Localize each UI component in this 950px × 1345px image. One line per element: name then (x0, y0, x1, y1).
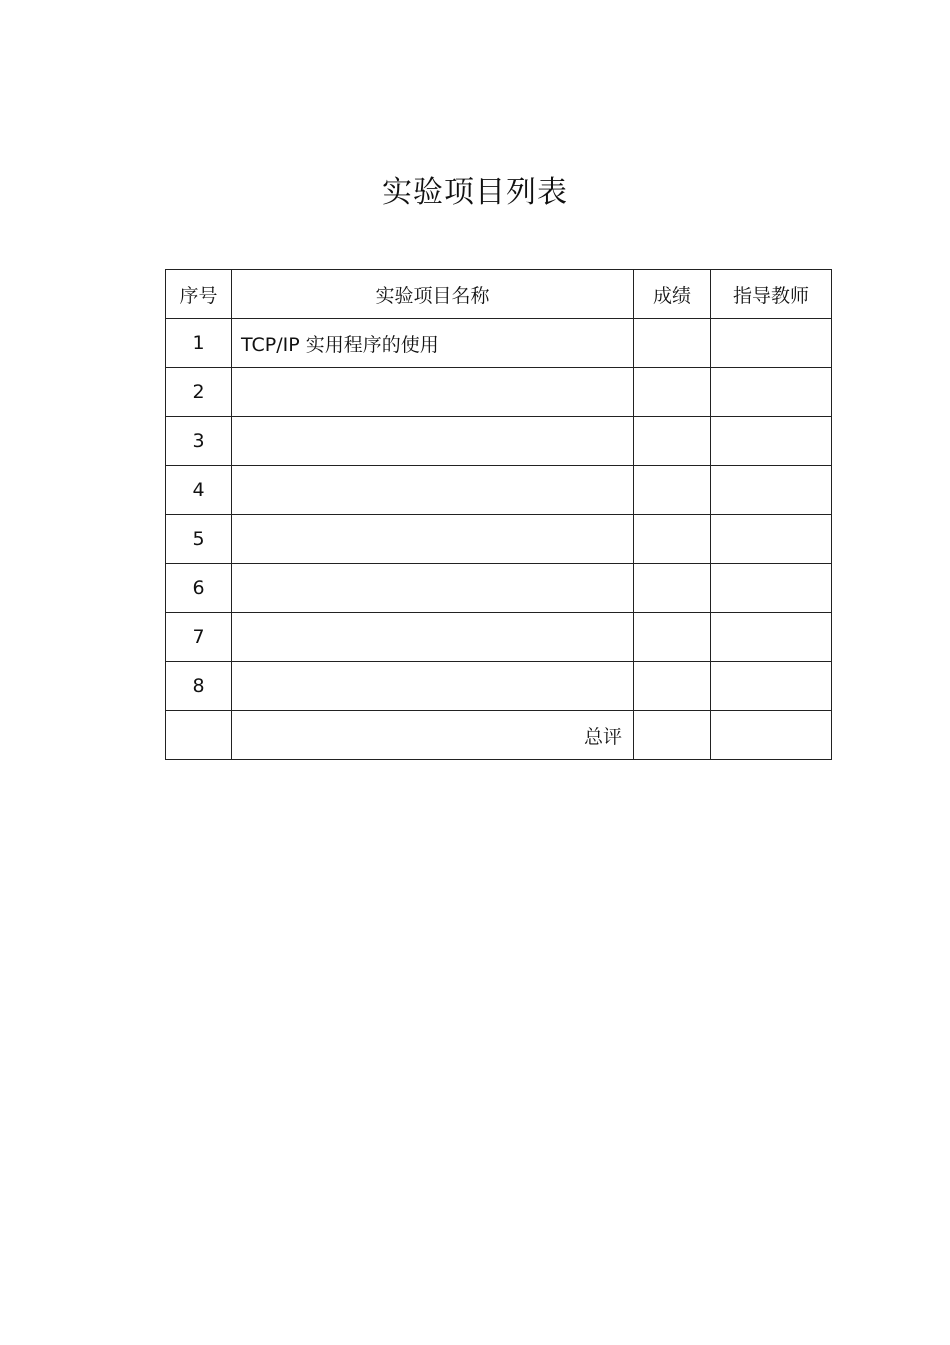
header-teacher: 指导教师 (711, 270, 832, 319)
cell-teacher (711, 564, 832, 613)
summary-row (166, 711, 832, 760)
table-row (166, 613, 832, 662)
table-row (166, 515, 832, 564)
cell-project-name (232, 368, 634, 417)
page-title: 实验项目列表 (382, 175, 568, 210)
cell-project-name (232, 564, 634, 613)
cell-teacher (711, 662, 832, 711)
cell-grade (634, 319, 711, 368)
cell-teacher (711, 613, 832, 662)
cell-grade (634, 613, 711, 662)
cell-seq: 3 (166, 417, 232, 466)
cell-project-name (232, 613, 634, 662)
cell-seq: 8 (166, 662, 232, 711)
cell-grade (634, 662, 711, 711)
cell-teacher (711, 466, 832, 515)
header-seq: 序号 (166, 270, 232, 319)
cell-seq: 2 (166, 368, 232, 417)
header-project-name: 实验项目名称 (232, 270, 634, 319)
cell-teacher (711, 417, 832, 466)
cell-grade (634, 417, 711, 466)
cell-seq: 6 (166, 564, 232, 613)
cell-project-name (232, 515, 634, 564)
table-row (166, 368, 832, 417)
project-list-table (165, 269, 832, 760)
cell-seq: 1 (166, 319, 232, 368)
table-row (166, 466, 832, 515)
cell-grade (634, 466, 711, 515)
header-grade: 成绩 (634, 270, 711, 319)
table-row (166, 319, 832, 368)
cell-grade (634, 368, 711, 417)
cell-teacher (711, 319, 832, 368)
cell-project-name (232, 417, 634, 466)
cell-summary-grade (634, 711, 711, 760)
cell-seq: 7 (166, 613, 232, 662)
cell-project-name (232, 662, 634, 711)
summary-label: 总评 (232, 711, 634, 760)
table-row (166, 564, 832, 613)
cell-seq: 4 (166, 466, 232, 515)
cell-project-name: TCP/IP 实用程序的使用 (232, 319, 634, 368)
cell-project-name (232, 466, 634, 515)
table-row (166, 417, 832, 466)
cell-grade (634, 564, 711, 613)
cell-teacher (711, 515, 832, 564)
cell-seq: 5 (166, 515, 232, 564)
cell-teacher (711, 368, 832, 417)
table-row (166, 662, 832, 711)
cell-grade (634, 515, 711, 564)
cell-summary-teacher (711, 711, 832, 760)
table-header-row (166, 270, 832, 319)
cell-summary-seq (166, 711, 232, 760)
